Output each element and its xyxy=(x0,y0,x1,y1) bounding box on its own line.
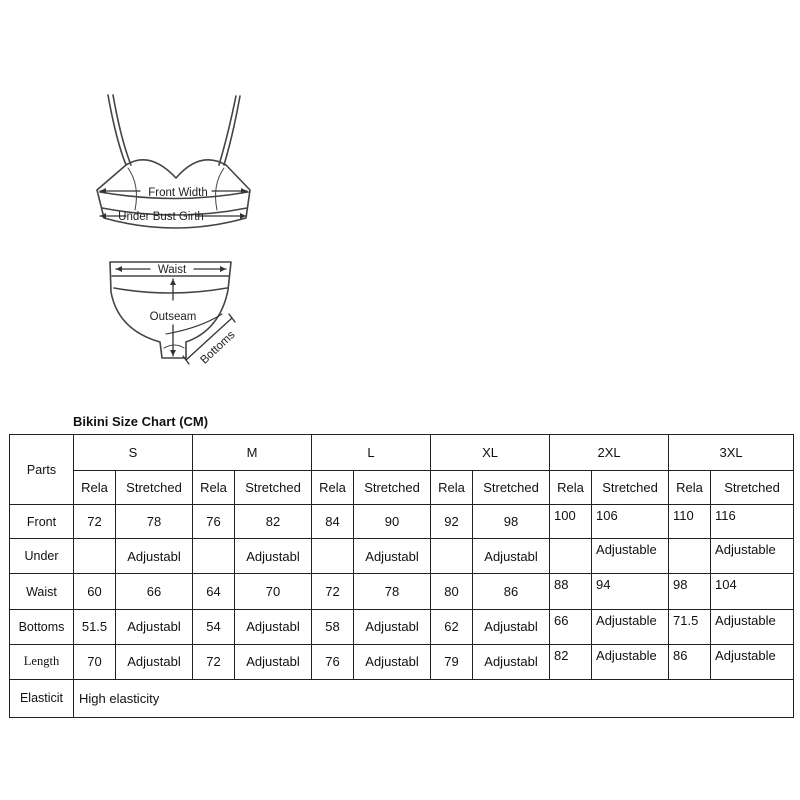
table-cell: Adjustable xyxy=(711,644,794,679)
table-row-front xyxy=(10,505,794,539)
table-cell: 58 xyxy=(312,609,354,644)
table-cell: 84 xyxy=(312,505,354,539)
table-cell: 106 xyxy=(592,505,669,539)
subheader-stretched: Stretched xyxy=(116,471,193,505)
table-cell: 86 xyxy=(473,574,550,609)
table-cell: 64 xyxy=(193,574,235,609)
table-cell: 72 xyxy=(74,505,116,539)
size-header-l: L xyxy=(312,435,431,471)
table-cell xyxy=(550,539,592,574)
table-cell: 66 xyxy=(116,574,193,609)
table-cell: 80 xyxy=(431,574,473,609)
table-cell: Adjustabl xyxy=(473,644,550,679)
subheader-stretched: Stretched xyxy=(592,471,669,505)
table-cell: 94 xyxy=(592,574,669,609)
size-header-s: S xyxy=(74,435,193,471)
table-cell: Adjustabl xyxy=(473,539,550,574)
table-cell: Adjustable xyxy=(592,644,669,679)
table-cell: 54 xyxy=(193,609,235,644)
table-cell: 76 xyxy=(193,505,235,539)
table-cell: 116 xyxy=(711,505,794,539)
table-cell: 72 xyxy=(312,574,354,609)
table-cell: 78 xyxy=(354,574,431,609)
table-cell: Adjustabl xyxy=(235,644,312,679)
waist-label: Waist xyxy=(157,264,187,276)
table-cell: 72 xyxy=(193,644,235,679)
table-cell xyxy=(74,539,116,574)
table-cell: 90 xyxy=(354,505,431,539)
row-label-front: Front xyxy=(10,505,74,539)
table-cell: 60 xyxy=(74,574,116,609)
table-cell: Adjustabl xyxy=(116,539,193,574)
subheader-relaxed: Rela xyxy=(74,471,116,505)
table-cell: Adjustabl xyxy=(235,539,312,574)
table-cell: 104 xyxy=(711,574,794,609)
table-cell: 62 xyxy=(431,609,473,644)
subheader-relaxed: Rela xyxy=(431,471,473,505)
subheader-stretched: Stretched xyxy=(354,471,431,505)
table-cell: 78 xyxy=(116,505,193,539)
table-cell: 98 xyxy=(669,574,711,609)
table-cell: Adjustabl xyxy=(354,644,431,679)
under-bust-girth-label: Under Bust Girth xyxy=(118,211,204,223)
table-cell: Adjustabl xyxy=(116,609,193,644)
table-cell: 70 xyxy=(74,644,116,679)
table-cell: Adjustable xyxy=(592,609,669,644)
table-cell: Adjustable xyxy=(711,539,794,574)
table-cell: 79 xyxy=(431,644,473,679)
table-cell: 98 xyxy=(473,505,550,539)
table-cell xyxy=(193,539,235,574)
size-header-m: M xyxy=(193,435,312,471)
table-cell xyxy=(669,539,711,574)
outseam-label: Outseam xyxy=(149,311,197,323)
subheader-stretched: Stretched xyxy=(711,471,794,505)
table-cell: 82 xyxy=(235,505,312,539)
table-cell xyxy=(312,539,354,574)
subheader-relaxed: Rela xyxy=(550,471,592,505)
table-cell: 76 xyxy=(312,644,354,679)
table-row-bottoms xyxy=(10,609,794,644)
row-label-length: Length xyxy=(10,644,74,679)
table-cell: 82 xyxy=(550,644,592,679)
table-cell: 88 xyxy=(550,574,592,609)
subheader-relaxed: Rela xyxy=(669,471,711,505)
table-cell: 92 xyxy=(431,505,473,539)
size-chart-table xyxy=(9,434,794,718)
table-cell: 71.5 xyxy=(669,609,711,644)
table-cell: 86 xyxy=(669,644,711,679)
subheader-stretched: Stretched xyxy=(235,471,312,505)
size-header-3xl: 3XL xyxy=(669,435,794,471)
row-label-elasticity: Elasticit xyxy=(10,679,74,717)
table-cell: 70 xyxy=(235,574,312,609)
table-cell: Adjustabl xyxy=(235,609,312,644)
row-label-under: Under xyxy=(10,539,74,574)
table-cell: Adjustabl xyxy=(354,539,431,574)
bottoms-label: Bottoms xyxy=(198,329,238,367)
size-header-xl: XL xyxy=(431,435,550,471)
table-cell: 110 xyxy=(669,505,711,539)
front-width-label: Front Width xyxy=(148,187,208,199)
size-header-2xl: 2XL xyxy=(550,435,669,471)
table-cell xyxy=(431,539,473,574)
table-cell: Adjustable xyxy=(711,609,794,644)
table-cell: Adjustabl xyxy=(354,609,431,644)
subheader-relaxed: Rela xyxy=(193,471,235,505)
chart-title: Bikini Size Chart (CM) xyxy=(73,414,209,429)
row-label-bottoms: Bottoms xyxy=(10,609,74,644)
parts-header: Parts xyxy=(10,435,74,505)
table-row-elasticity xyxy=(10,679,794,717)
table-cell: 66 xyxy=(550,609,592,644)
table-cell: 51.5 xyxy=(74,609,116,644)
table-cell: 100 xyxy=(550,505,592,539)
table-row-under xyxy=(10,539,794,574)
table-row-length xyxy=(10,644,794,679)
table-row-waist xyxy=(10,574,794,609)
subheader-stretched: Stretched xyxy=(473,471,550,505)
bikini-top-illustration xyxy=(97,95,250,228)
table-cell: Adjustabl xyxy=(473,609,550,644)
table-cell: Adjustabl xyxy=(116,644,193,679)
subheader-relaxed: Rela xyxy=(312,471,354,505)
table-cell: Adjustable xyxy=(592,539,669,574)
row-label-waist: Waist xyxy=(10,574,74,609)
elasticity-value: High elasticity xyxy=(74,679,794,717)
